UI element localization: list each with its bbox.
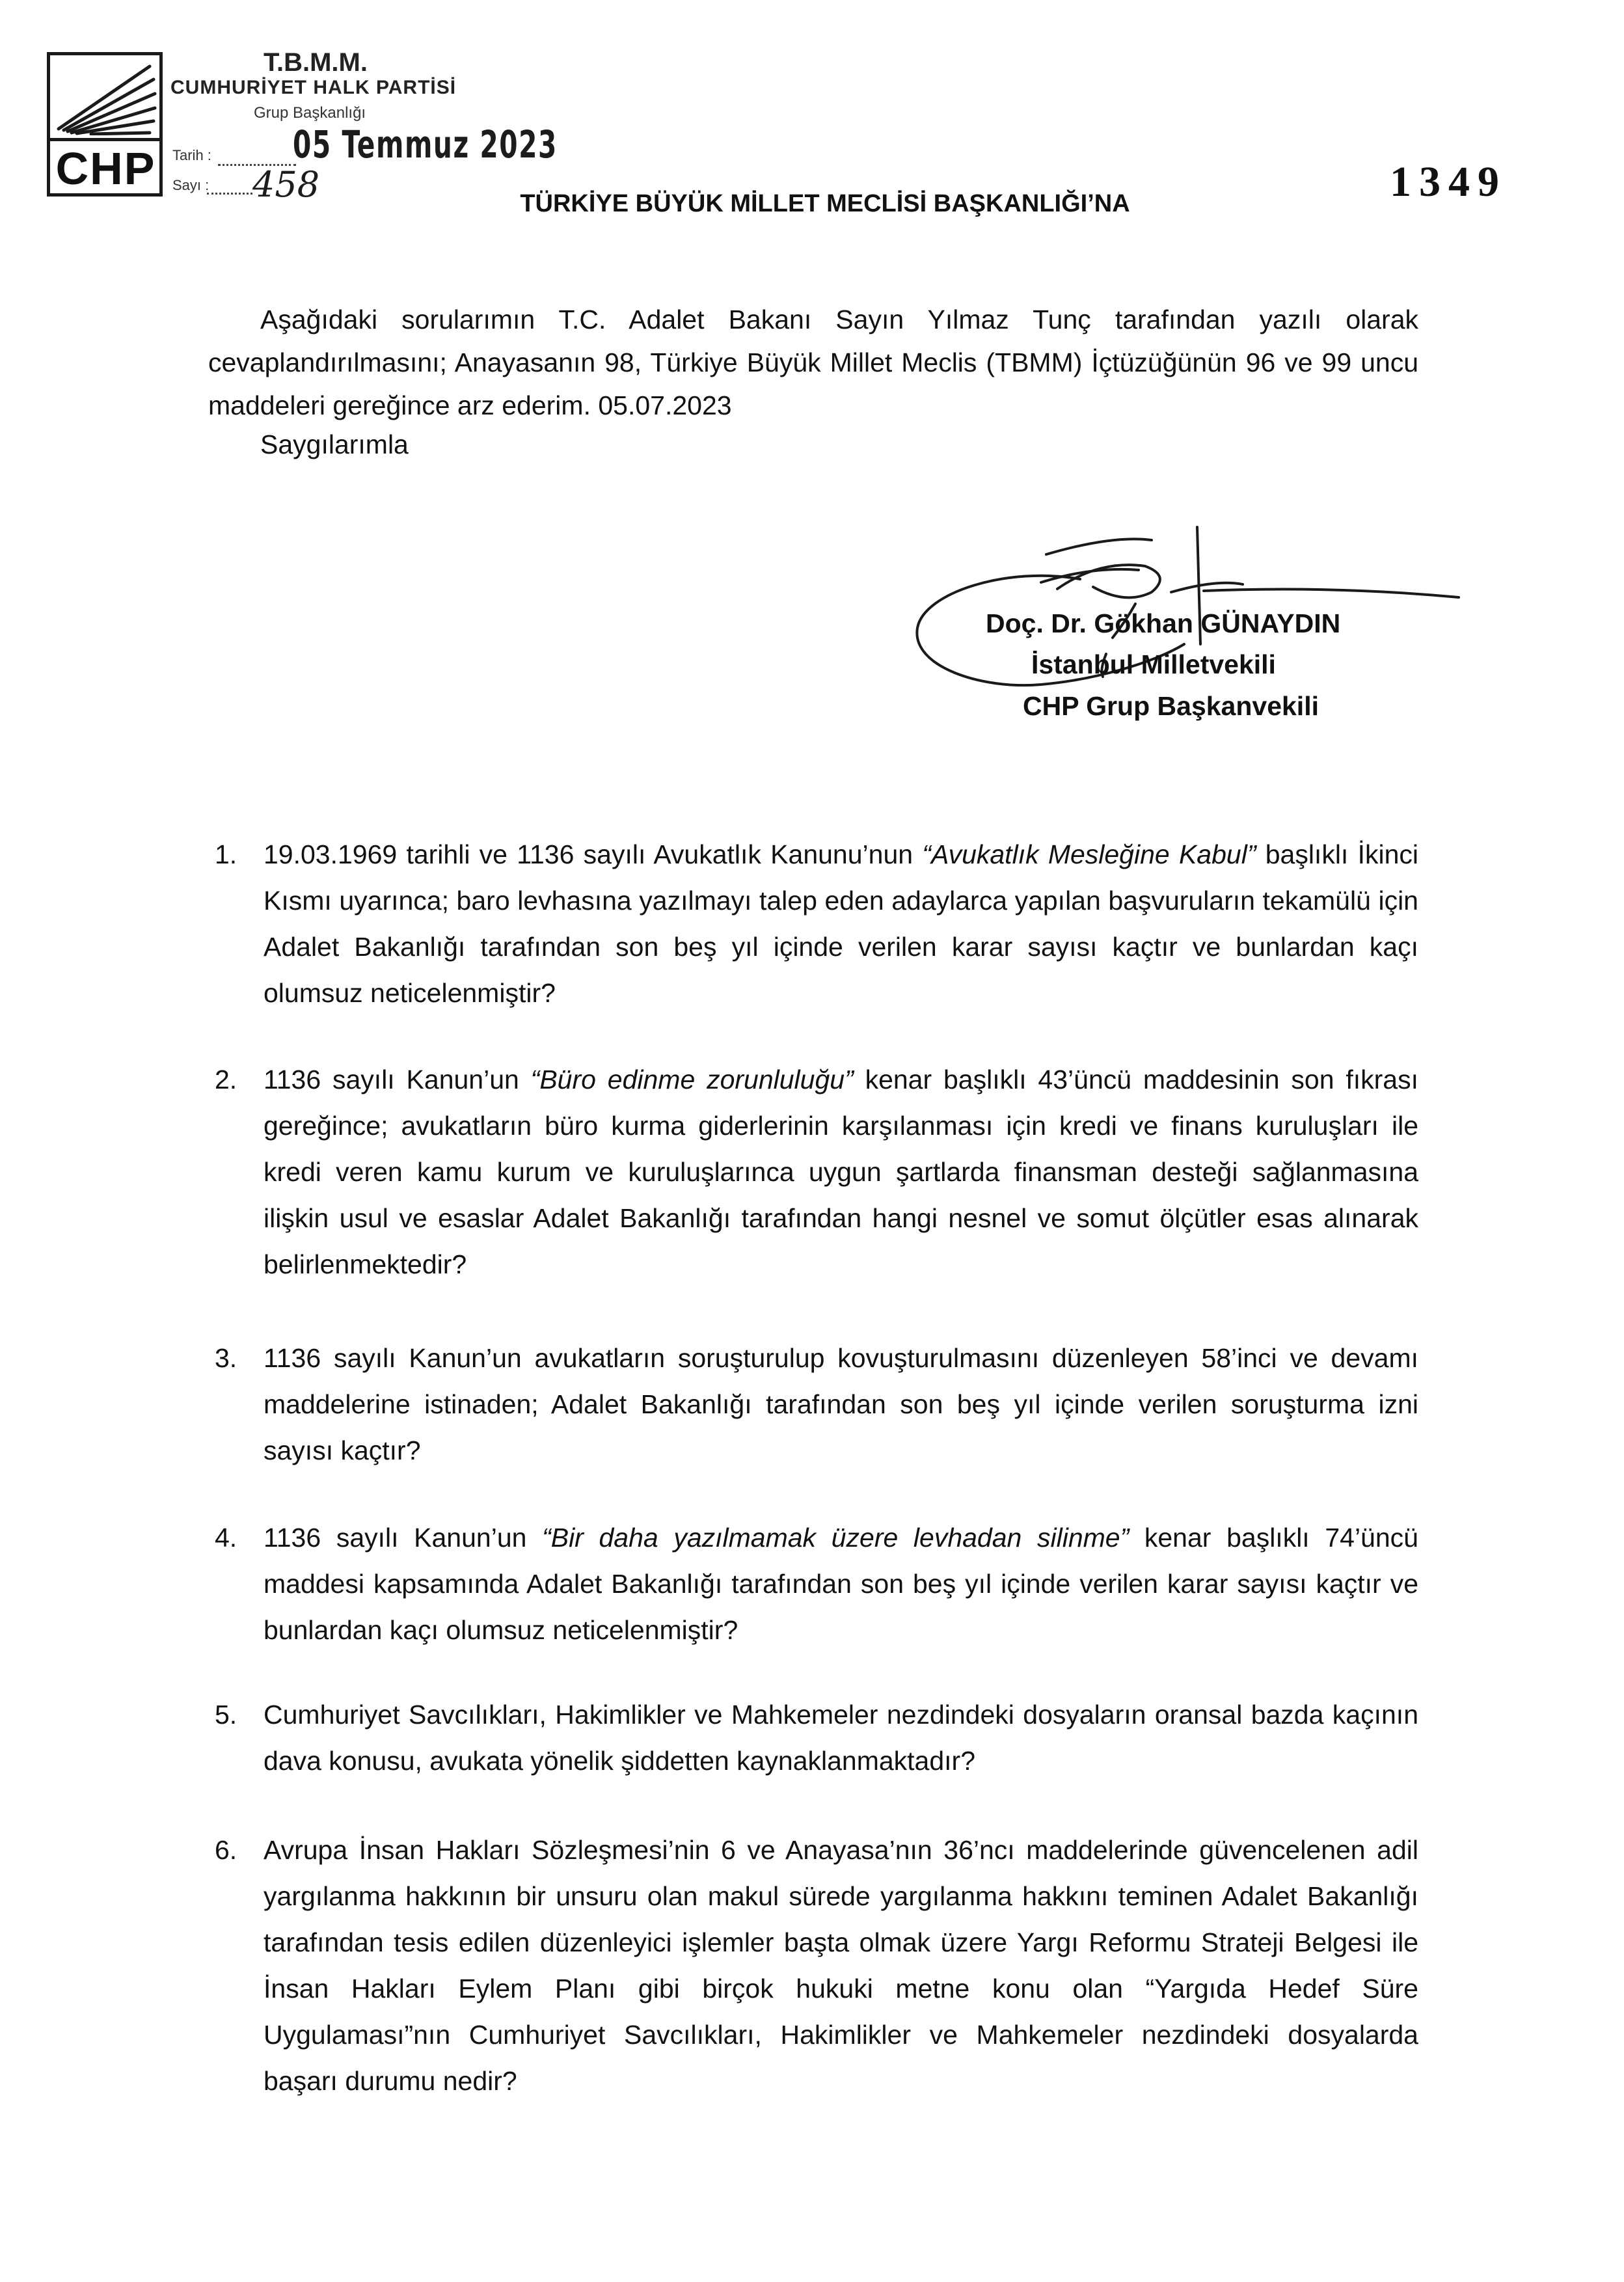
stamp-group-name: Grup Başkanlığı: [254, 104, 366, 122]
stamp-number-label: Sayı :: [172, 177, 210, 193]
question-text: [264, 832, 1418, 1016]
question-text-part: 1136 sayılı Kanun’un avukatların soruşturulup kovuşturulmasını düzenleyen 58’inci ve devamı maddelerine istinaden; Adalet Bakanlığı tarafından son beş yıl içinde verilen soruşturma izni sayısı kaçtır?: [264, 1343, 1418, 1465]
question-quote: “Bir daha yazılmamak üzere levhadan silinme”: [542, 1523, 1130, 1553]
question-6: [215, 1827, 1418, 2104]
intro-paragraph: Aşağıdaki sorularımın T.C. Adalet Bakanı Sayın Yılmaz Tunç tarafından yazılı olarak cevaplandırılmasını; Anayasanın 98, Türkiye Büyük Millet Meclis (TBMM) İçtüzüğünün 96 ve 99 uncu maddeleri gereğince arz ederim. 05.07.2023: [208, 305, 1418, 420]
question-text: [264, 1335, 1418, 1474]
question-text-part: 1136 sayılı Kanun’un: [264, 1065, 531, 1094]
signatory-city: İstanbul Milletvekili: [1031, 649, 1276, 679]
stamp-divider: [47, 138, 163, 141]
question-text: [264, 1515, 1418, 1653]
question-text: [264, 1057, 1418, 1288]
question-quote: “Avukatlık Mesleğine Kabul”: [922, 839, 1256, 869]
question-number: 3.: [215, 1343, 237, 1373]
question-text-part: başlıklı İkinci Kısmı uyarınca; baro levhasına yazılmayı talep eden adaylarca yapılan başvuruların tekamülü için Adalet Bakanlığı tarafından son beş yıl içinde verilen karar sayısı kaçtır ve bunlardan kaçı olumsuz neticelenmiştir?: [264, 839, 1418, 1008]
stamp-institution: T.B.M.M.: [264, 48, 368, 77]
chp-logo-text: CHP: [55, 143, 156, 194]
registration-number: 1349: [1390, 158, 1507, 206]
question-5: [215, 1692, 1418, 1784]
stamp-party-name: CUMHURİYET HALK PARTİSİ: [170, 77, 457, 98]
question-2: [215, 1057, 1418, 1288]
question-text-part: Avrupa İnsan Hakları Sözleşmesi’nin 6 ve Anayasa’nın 36’ncı maddelerinde güvencelenen adil yargılanma hakkının bir unsuru olan makul sürede yargılanma hakkını teminen Adalet Bakanlığı tarafından tesis edilen düzenleyici işlemler başta olmak üzere Yargı Reformu Strateji Belgesi ile İnsan Hakları Eylem Planı gibi birçok hukuki metne konu olan “Yargıda Hedef Süre Uygulaması”nın Cumhuriyet Savcılıkları, Hakimlikler ve Mahkemeler nezdindeki dosyalarda başarı durumu nedir?: [264, 1835, 1418, 2096]
chp-emblem-icon: [52, 57, 159, 135]
question-text: [264, 1827, 1418, 2104]
question-text: [264, 1692, 1418, 1784]
question-4: [215, 1515, 1418, 1653]
question-number: 6.: [215, 1835, 237, 1865]
document-title: TÜRKİYE BÜYÜK MİLLET MECLİSİ BAŞKANLIĞI’NA: [520, 190, 1130, 217]
question-quote: “Büro edinme zorunluluğu”: [530, 1065, 854, 1094]
question-number: 5.: [215, 1700, 237, 1730]
question-1: [215, 832, 1418, 1016]
question-number: 1.: [215, 839, 237, 869]
question-number: 4.: [215, 1523, 237, 1553]
question-text-part: 19.03.1969 tarihli ve 1136 sayılı Avukatlık Kanunu’nun: [264, 839, 923, 869]
stamp-date-label: Tarih :: [172, 147, 211, 163]
stamp-date-value: 05 Temmuz 2023: [293, 122, 558, 167]
signatory-name: Doç. Dr. Gökhan GÜNAYDIN: [986, 608, 1341, 638]
question-number: 2.: [215, 1065, 237, 1094]
question-text-part: kenar başlıklı 43’üncü maddesinin son fıkrası gereğince; avukatların büro kurma giderlerinin karşılanması için kredi ve finans kuruluşları ile kredi veren kamu kurum ve kuruluşlarınca uygun şartlarda finansman desteği sağlanmasına ilişkin usul ve esaslar Adalet Bakanlığı tarafından hangi nesnel ve somut ölçütler esas alınarak belirlenmektedir?: [264, 1065, 1418, 1279]
stamp-number-value: 458: [252, 164, 320, 205]
question-3: [215, 1335, 1418, 1474]
question-text-part: 1136 sayılı Kanun’un: [264, 1523, 543, 1553]
question-text-part: kenar başlıklı 74’üncü maddesi kapsamında Adalet Bakanlığı tarafından son beş yıl içinde verilen karar sayısı kaçtır ve bunlardan kaçı olumsuz neticelenmiştir?: [264, 1523, 1418, 1645]
signatory-role: CHP Grup Başkanvekili: [1023, 691, 1319, 721]
question-text-part: Cumhuriyet Savcılıkları, Hakimlikler ve Mahkemeler nezdindeki dosyaların oransal bazda kaçının dava konusu, avukata yönelik şiddetten kaynaklanmaktadır?: [264, 1700, 1418, 1776]
closing-regards: Saygılarımla: [260, 429, 409, 459]
